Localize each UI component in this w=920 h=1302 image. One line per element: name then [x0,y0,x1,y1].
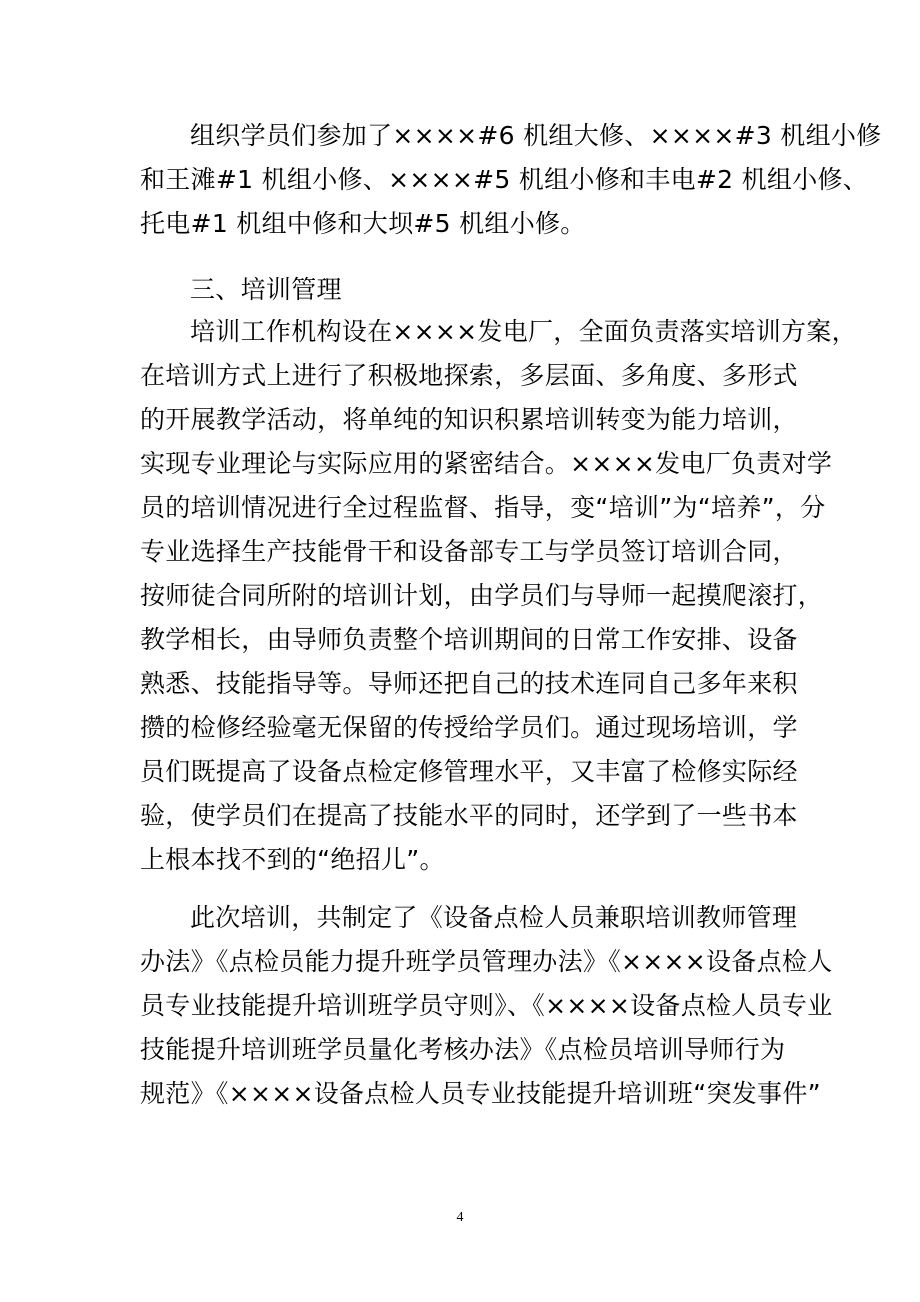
paragraph-2-line-12: 验，使学员们在提高了技能水平的同时，还学到了一些书本 [140,801,798,830]
paragraph-2-line-11: 员们既提高了设备点检定修管理水平，又丰富了检修实际经 [140,757,798,786]
paragraph-2-line-10: 攒的检修经验毫无保留的传授给学员们。通过现场培训，学 [140,713,798,742]
page-number: 4 [456,1210,464,1225]
paragraph-3-line-1: 此次培训，共制定了《设备点检人员兼职培训教师管理 [190,903,798,932]
paragraph-2-line-1: 培训工作机构设在××××发电厂，全面负责落实培训方案， [190,317,857,346]
paragraph-3-line-2: 办法》《点检员能力提升班学员管理办法》《××××设备点检人 [140,947,833,976]
section-heading: 三、培训管理 [190,275,342,304]
paragraph-1-line-1: 组织学员们参加了××××#6 机组大修、××××#3 机组小修 [190,121,882,150]
paragraph-2-line-4: 实现专业理论与实际应用的紧密结合。××××发电厂负责对学 [140,449,833,478]
paragraph-2-line-9: 熟悉、技能指导等。导师还把自己的技术连同自己多年来积 [140,669,798,698]
paragraph-3-line-4: 技能提升培训班学员量化考核办法》《点检员培训导师行为 [140,1035,786,1064]
paragraph-3-line-5: 规范》《××××设备点检人员专业技能提升培训班“突发事件” [140,1079,821,1108]
paragraph-2-line-2: 在培训方式上进行了积极地探索，多层面、多角度、多形式 [140,361,798,390]
paragraph-1-line-2: 和王滩#1 机组小修、××××#5 机组小修和丰电#2 机组小修、 [140,165,869,194]
paragraph-2-line-6: 专业选择生产技能骨干和设备部专工与学员签订培训合同， [140,537,798,566]
paragraph-1-line-3: 托电#1 机组中修和大坝#5 机组小修。 [140,209,586,238]
paragraph-3-line-3: 员专业技能提升培训班学员守则》、《××××设备点检人员专业 [140,991,833,1020]
paragraph-2-line-7: 按师徒合同所附的培训计划，由学员们与导师一起摸爬滚打， [140,581,824,610]
paragraph-2-line-13: 上根本找不到的“绝招儿”。 [140,845,445,874]
paragraph-2-line-3: 的开展教学活动，将单纯的知识积累培训转变为能力培训， [140,405,798,434]
paragraph-2-line-8: 教学相长，由导师负责整个培训期间的日常工作安排、设备 [140,625,798,654]
paragraph-2-line-5: 员的培训情况进行全过程监督、指导，变“培训”为“培养”，分 [140,493,826,522]
